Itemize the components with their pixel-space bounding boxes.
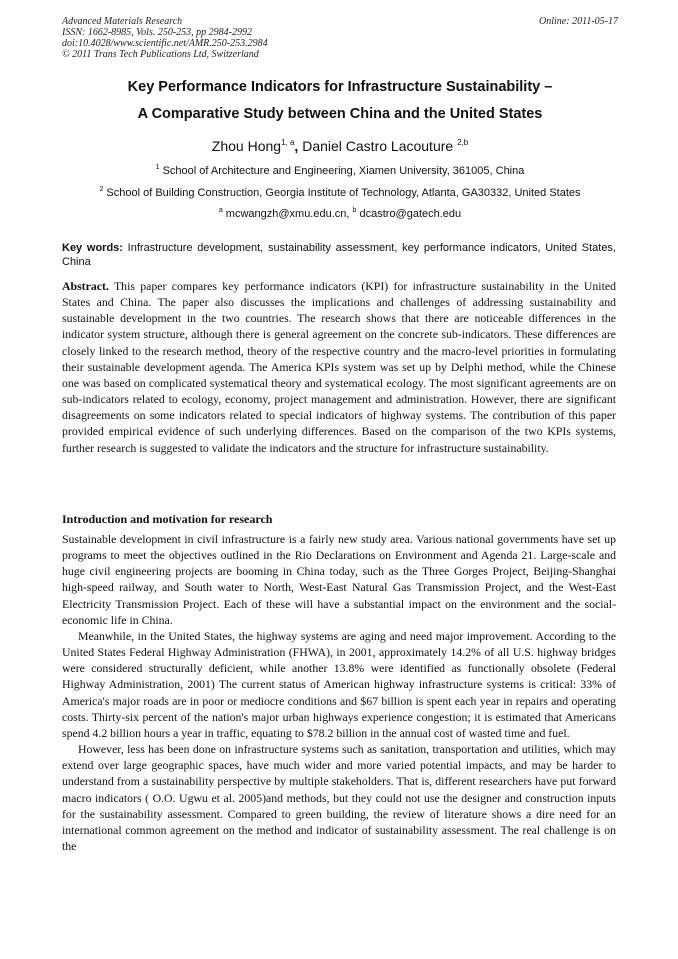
abstract-text: This paper compares key performance indicators (KPI) for infrastructure sustainability in the United States and China. The paper also discusses the implications and challenges of addressing sustainability and sustainable development in the two countries. The research shows that there are noticeable differences in the indicator system structure, although there is general agreement on the concrete sub-indicators. These differences are closely linked to the research method, theory of the respective country and the macro-level priorities in formulating their sustainable development agenda. The America KPIs system was set up by Delphi method, while the Chinese one was based on complicated systematical theory and systematical ecology. The most significant agreements are on sub-indicators related to ecology, economy, project management and administration. However, there are significant disagreements on some indicators related to special indicators of highway systems. The contribution of this paper provided empirical evidence of such underlying differences. Based on the comparison of the two KPIs systems, further research is suggested to validate the indicators and the structure for infrastructure sustainability. [62, 279, 616, 455]
keywords [62, 241, 616, 269]
journal-header [62, 16, 618, 60]
affiliation-1-text: School of Architecture and Engineering, Xiamen University, 361005, China [162, 165, 525, 177]
author-2-name: Daniel Castro Lacouture [302, 138, 454, 154]
paragraph-3: However, less has been done on infrastructure systems such as sanitation, transportation and utilities, which may extend over large geographic spaces, have much wider and more varied potential impacts, and may be harder to understand from a sustainability perspective by multiple stakeholders. That is, different researchers have put forward macro indicators ( O.O. Ugwu et al. 2005)and methods, but they could not use the designer and construction inputs for the sustainability assessment. Compared to green building, the review of literature shows a dire need for an international common agreement on the method and indicator of sustainability assessment. The real challenge is on the [62, 742, 616, 853]
author-line [62, 138, 618, 154]
author-1-name: Zhou Hong [211, 138, 282, 154]
online-date: Online: 2011-05-17 [539, 16, 618, 27]
email-b: dcastro@gatech.edu [359, 208, 462, 220]
email-a-sup: a [218, 207, 223, 214]
abstract [62, 278, 616, 456]
abstract-label: Abstract. [62, 279, 109, 293]
issn-line: ISSN: 1662-8985, Vols. 250-253, pp 2984-2992 [62, 27, 252, 38]
keywords-label: Key words: [62, 242, 123, 254]
affiliation-2-sup: 2 [99, 186, 104, 193]
affiliation-1 [62, 164, 618, 177]
section-body [62, 531, 616, 854]
email-b-sup: b [352, 207, 357, 214]
paragraph-2: Meanwhile, in the United States, the highway systems are aging and need major improvement. According to the United States Federal Highway Administration (FHWA), in 2001, approximately 14.2% of all U.S. highway bridges were considered structurally deficient, while another 13.8% were identified as functionally obsolete (Federal Highway Administration, 2001) The current status of American highway infrastructure systems is critical: 33% of America's major roads are in poor or mediocre conditions and $67 billion is spent each year in repairs and operating costs. Thirty-six percent of the nation's major urban highways experience congestion; it is estimated that Americans spend 4.2 billion hours a year in traffic, equating to $78.2 billion in the annual cost of wasted time and fuel. [62, 628, 616, 740]
affiliation-2 [62, 186, 618, 199]
affiliation-1-sup: 1 [155, 164, 160, 171]
paragraph-1: Sustainable development in civil infrastructure is a fairly new study area. Various national governments have set up programs to meet the objectives outlined in the Rio Declarations on Environment and Agenda 21. Large-scale and huge civil engineering projects are booming in China today, such as the Three Gorges Project, Beijing-Shanghai high-speed railway, and South water to North, West-East Natural Gas Transmission Project, and the West-East Electricity Transmission Project. Each of these will have a substantial impact on the environment and the social-economic life in China. [62, 532, 616, 627]
author-separator: , [294, 138, 303, 154]
emails [62, 207, 618, 220]
title-line-1: Key Performance Indicators for Infrastructure Sustainability – [127, 79, 553, 95]
author-2-sup: 2,b [457, 138, 469, 147]
keywords-text: Infrastructure development, sustainability assessment, key performance indicators, United States, China [62, 242, 616, 268]
email-a: mcwangzh@xmu.edu.cn, [225, 208, 350, 220]
affiliation-2-text: School of Building Construction, Georgia Institute of Technology, Atlanta, GA30332, United States [106, 187, 581, 199]
title-line-2: A Comparative Study between China and the United States [137, 106, 543, 122]
doi-line: doi:10.4028/www.scientific.net/AMR.250-253.2984 [62, 38, 268, 49]
author-1-sup: 1, a [281, 138, 295, 147]
section-heading: Introduction and motivation for research [62, 512, 273, 526]
journal-name: Advanced Materials Research [62, 16, 183, 27]
copyright-line: © 2011 Trans Tech Publications Ltd, Switzerland [62, 49, 259, 60]
